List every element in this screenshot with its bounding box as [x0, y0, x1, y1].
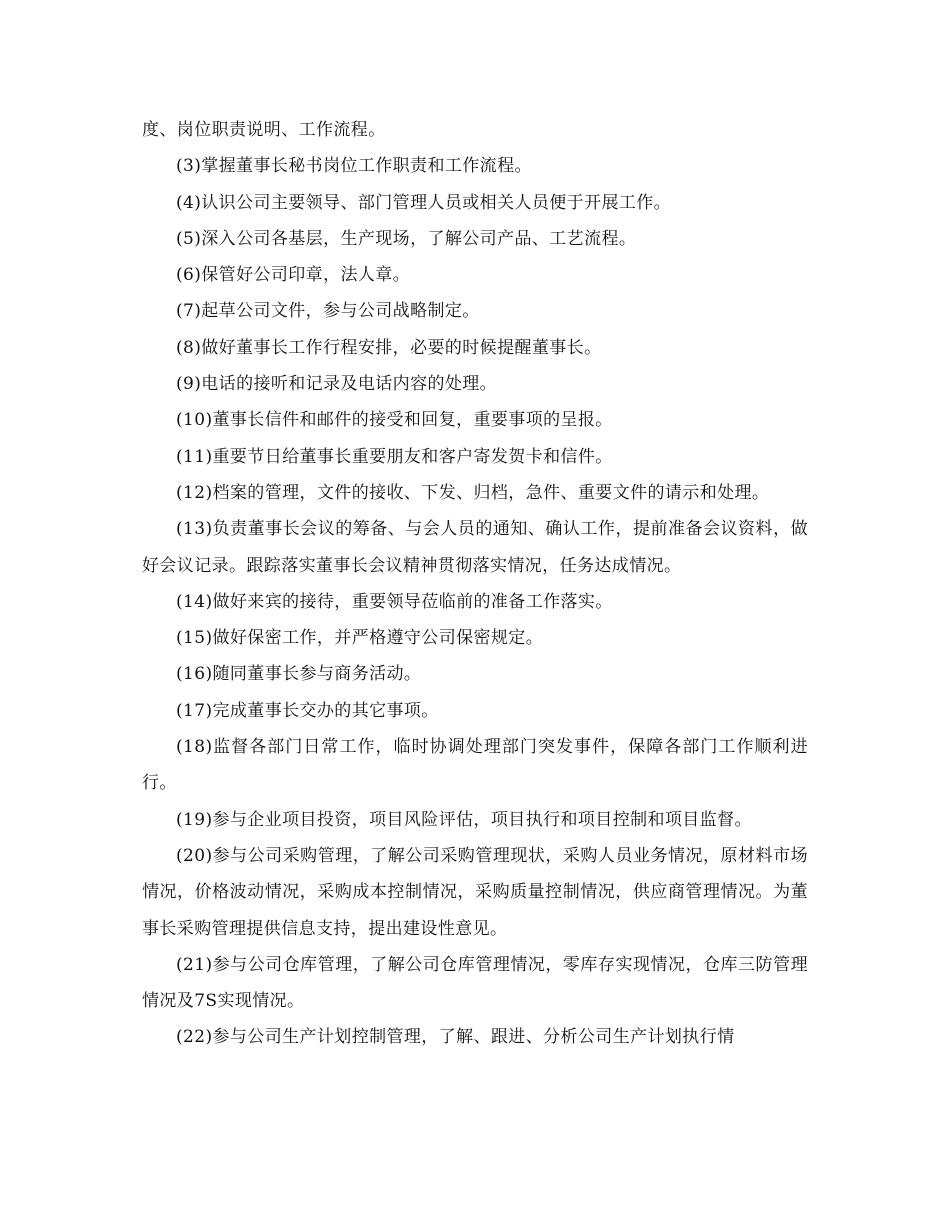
paragraph-11: (12)档案的管理，文件的接收、下发、归档，急件、重要文件的请示和处理。 — [176, 482, 770, 503]
paragraph-9: (10)董事长信件和邮件的接受和回复，重要事项的呈报。 — [176, 410, 613, 431]
paragraph-14: (15)做好保密工作，并严格遵守公司保密规定。 — [176, 628, 544, 649]
paragraph-16: (17)完成董事长交办的其它事项。 — [176, 700, 439, 721]
paragraph-13: (14)做好来宾的接待，重要领导莅临前的准备工作落实。 — [176, 591, 613, 612]
paragraph-7: (8)做好董事长工作行程安排，必要的时候提醒董事长。 — [176, 337, 602, 358]
paragraph-19: (20)参与公司采购管理，了解公司采购管理现状，采购人员业务情况，原材料市场情况，价格波动情况，采购成本控制情况，采购质量控制情况，供应商管理情况。为董事长采购管理提供信息支持，提出建设性意见。 — [142, 845, 808, 939]
paragraph-20: (21)参与公司仓库管理，了解公司仓库管理情况，零库存实现情况，仓库三防管理情况及7S实现情况。 — [142, 954, 808, 1012]
paragraph-5: (6)保管好公司印章，法人章。 — [176, 265, 411, 286]
paragraph-18: (19)参与企业项目投资，项目风险评估，项目执行和项目控制和项目监督。 — [176, 809, 752, 830]
paragraph-8: (9)电话的接听和记录及电话内容的处理。 — [176, 374, 498, 395]
paragraph-17: (18)监督各部门日常工作，临时协调处理部门突发事件，保障各部门工作顺利进行。 — [142, 737, 808, 794]
paragraph-12: (13)负责董事长会议的筹备、与会人员的通知、确认工作，提前准备会议资料，做好会议记录。跟踪落实董事长会议精神贯彻落实情况，任务达成情况。 — [142, 519, 808, 576]
paragraph-6: (7)起草公司文件，参与公司战略制定。 — [176, 301, 480, 322]
paragraph-4: (5)深入公司各基层，生产现场，了解公司产品、工艺流程。 — [176, 228, 637, 249]
paragraph-21: (22)参与公司生产计划控制管理，了解、跟进、分析公司生产计划执行情 — [176, 1027, 735, 1048]
paragraph-15: (16)随同董事长参与商务活动。 — [176, 664, 422, 685]
paragraph-1: 度、岗位职责说明、工作流程。 — [142, 120, 386, 140]
paragraph-3: (4)认识公司主要领导、部门管理人员或相关人员便于开展工作。 — [176, 192, 672, 213]
paragraph-10: (11)重要节日给董事长重要朋友和客户寄发贺卡和信件。 — [176, 446, 613, 467]
document-body — [142, 112, 808, 1056]
paragraph-2: (3)掌握董事长秘书岗位工作职责和工作流程。 — [176, 156, 532, 177]
